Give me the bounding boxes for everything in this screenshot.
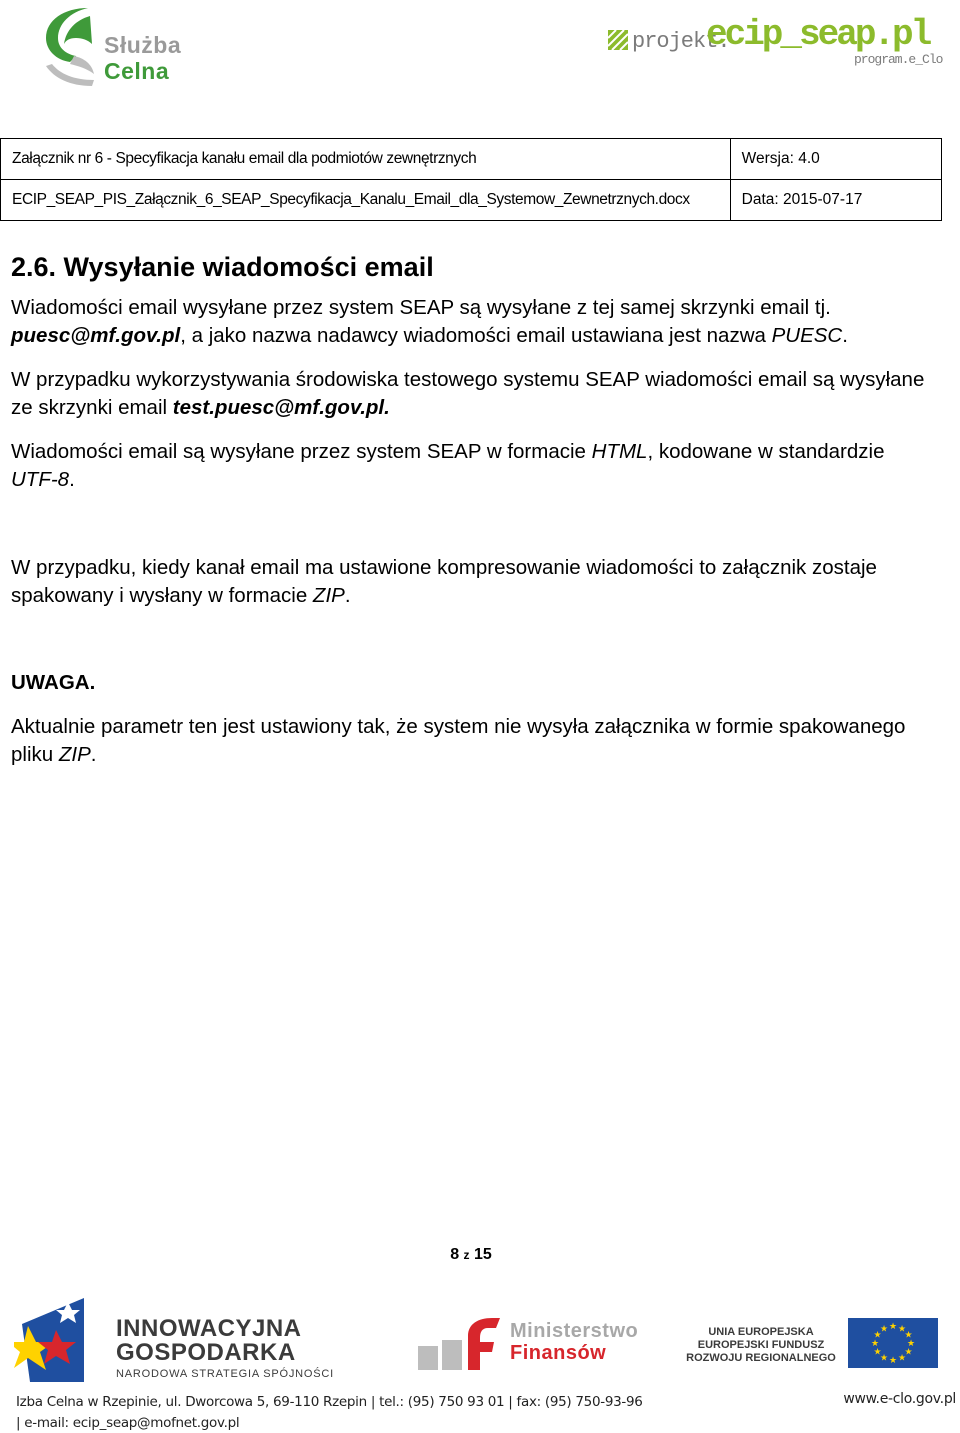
footer-website: www.e-clo.gov.pl (843, 1391, 956, 1407)
p1-name: PUESC (771, 324, 843, 347)
p2-email: test.puesc@mf.gov.pl. (172, 396, 390, 419)
version-value: 4.0 (798, 150, 820, 167)
ig-line3: NARODOWA STRATEGIA SPÓJNOŚCI (116, 1368, 334, 1380)
document-filename: ECIP_SEAP_PIS_Załącznik_6_SEAP_Specyfikacja_Kanalu_Email_dla_Systemow_Zewnetrznych.docx (1, 180, 731, 221)
p4-format: ZIP (312, 584, 345, 607)
svg-text:★: ★ (888, 1322, 898, 1332)
ue-line1: UNIA EUROPEJSKA (708, 1326, 814, 1338)
date-cell (730, 180, 941, 221)
p3-text-c: . (69, 468, 75, 491)
p1-text-b: , a jako nazwa nadawcy wiadomości email ustawiana jest nazwa (180, 324, 772, 347)
innowacyjna-gospodarka-logo (14, 1294, 384, 1384)
ue-line3: ROZWOJU REGIONALNEGO (686, 1352, 836, 1364)
sluzba-celna-line2: Celna (104, 58, 170, 84)
paragraph-compression (11, 554, 931, 610)
sluzba-celna-emblem-icon (44, 4, 104, 88)
footer-email: | e-mail: ecip_seap@mofnet.gov.pl (16, 1415, 240, 1431)
ecip-seap-logo (608, 10, 948, 72)
p5-text-a: Aktualnie parametr ten jest ustawiony tak, że system nie wysyła załącznika w formie spakowanego pliku (11, 715, 906, 766)
ecip-prefix: projekt. (632, 29, 730, 54)
ministerstwo-finansow-emblem-icon (416, 1316, 506, 1372)
header-row-title (1, 139, 942, 180)
p3-text-a: Wiadomości email są wysyłane przez system SEAP w formacie (11, 440, 592, 463)
ig-line1: INNOWACYJNA (116, 1315, 302, 1342)
p1-text-a: Wiadomości email wysyłane przez system SEAP są wysyłane z tej samej skrzynki email tj. (11, 296, 831, 319)
page-number (0, 1246, 942, 1264)
date-label: Data: (741, 191, 779, 208)
ig-line2: GOSPODARKA (116, 1339, 296, 1366)
unia-europejska-logo (684, 1318, 940, 1370)
sluzba-celna-logo (44, 4, 204, 88)
svg-text:★: ★ (888, 1356, 898, 1366)
footer-address: Izba Celna w Rzepinie, ul. Dworcowa 5, 69-110 Rzepin | tel.: (95) 750 93 01 | fax: (95) 750-93-96 (16, 1394, 643, 1410)
ue-line2: EUROPEJSKI FUNDUSZ (697, 1339, 825, 1351)
svg-text:★: ★ (897, 1324, 907, 1335)
sluzba-celna-line1: Służba (104, 32, 182, 58)
paragraph-note (11, 713, 931, 769)
ecip-main: ecip_seap.pl (706, 14, 930, 55)
ecip-stripes-icon (608, 30, 628, 50)
page-total: 15 (474, 1246, 492, 1263)
p2-text-a: W przypadku wykorzystywania środowiska testowego systemu SEAP wiadomości email są wysyłane ze skrzynki email (11, 368, 925, 419)
mf-line1: Ministerstwo (510, 1320, 639, 1342)
date-value: 2015-07-17 (783, 191, 863, 208)
note-title: UWAGA. (11, 671, 96, 694)
version-cell (730, 139, 941, 180)
svg-text:★: ★ (904, 1347, 913, 1358)
p1-text-c: . (842, 324, 848, 347)
p3-text-b: , kodowane w standardzie (647, 440, 885, 463)
ecip-subtitle: program.e_Clo (854, 52, 943, 67)
svg-text:★: ★ (879, 1353, 889, 1364)
p4-text-a: W przypadku, kiedy kanał email ma ustawione kompresowanie wiadomości to załącznik zostaje spakowany i wysłany w formacie (11, 556, 877, 607)
document-title: Załącznik nr 6 - Specyfikacja kanału email dla podmiotów zewnętrznych (1, 139, 731, 180)
svg-text:★: ★ (873, 1330, 882, 1341)
p5-format: ZIP (58, 743, 91, 766)
p4-text-b: . (344, 584, 351, 607)
p1-email: puesc@mf.gov.pl (11, 324, 181, 347)
svg-text:★: ★ (879, 1324, 889, 1335)
svg-text:★: ★ (904, 1330, 913, 1341)
innowacyjna-gospodarka-emblem-icon (14, 1294, 110, 1384)
svg-text:★: ★ (906, 1339, 916, 1349)
ministerstwo-finansow-logo (416, 1316, 656, 1372)
svg-text:★: ★ (897, 1353, 907, 1364)
p5-text-b: . (90, 743, 97, 766)
paragraph-sender (11, 294, 931, 350)
eu-flag-icon (848, 1318, 938, 1368)
p3-format: HTML (591, 440, 648, 463)
paragraph-format (11, 438, 931, 494)
page-of: z (463, 1248, 470, 1262)
page-current: 8 (450, 1246, 460, 1263)
section-heading: 2.6. Wysyłanie wiadomości email (11, 252, 434, 282)
svg-text:★: ★ (870, 1339, 880, 1349)
svg-text:★: ★ (873, 1347, 882, 1358)
version-label: Wersja: (741, 150, 794, 167)
p3-encoding: UTF-8 (11, 468, 70, 491)
document-header-table (0, 138, 942, 221)
paragraph-test-env (11, 366, 931, 422)
mf-line2: Finansów (510, 1342, 607, 1364)
header-row-file (1, 180, 942, 221)
